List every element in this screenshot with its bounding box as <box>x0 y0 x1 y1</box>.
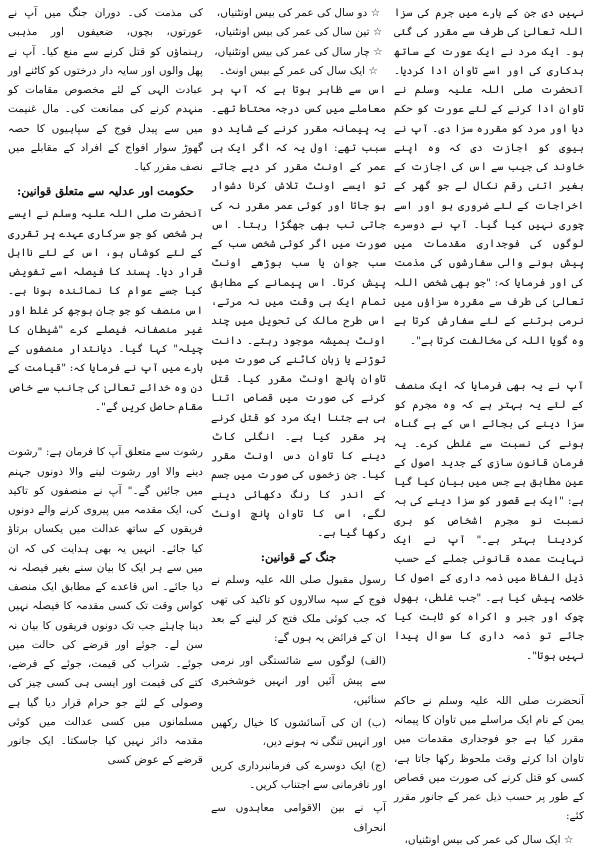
paragraph: کی مذمت کی۔ دوران جنگ میں آپ نے عورتوں، بچوں، ضعیفوں اور مذہبی رہنماؤں کو قتل کرنے سے منع کیا۔ آپ نے پھل والوں اور سایہ دار درختوں کو کاٹنے اور عبادت الہی کے لئے مخصوص مقامات کو منہدم کرنے کی ممانعت کی۔ مال غنیمت میں سے پیدل فوج کے سپاہیوں کا حصہ گھوڑ سوار افواج کے افراد کے مقابلے میں نصف مقرر کیا۔ <box>8 7 203 174</box>
verse-line: ☆ ایک سال کی عمر کے بیس اونٹ۔ <box>219 64 378 77</box>
paragraph: (ب) ان کی آسائشوں کا خیال رکھیں اور انہیں تنگی نہ ہونے دیں، <box>211 717 386 749</box>
paragraph: آنحضرت صلی اللہ علیہ وسلم نے حاکم یمن کے نام ایک مراسلے میں تاوان کا پیمانہ مقرر کیا ہے جو فوجداری مقدمات میں تاوان ادا کرتے وقت ملحوظ رکھا جاتا ہے، کسی کو قتل کرنے کی صورت میں قصاص کے طور پر حسب ذیل عمر کے جانور مقرر کئے: <box>394 694 584 823</box>
paragraph: رسول مقبول صلی اللہ علیہ وسلم نے فوج کے سپہ سالاروں کو تاکید کی تھی کہ جب کوئی ملک فتح کر لینے کے بعد ان کے فرائض یہ ہوں گے: <box>211 574 386 645</box>
left-column <box>8 4 203 767</box>
right-column <box>394 4 584 846</box>
paragraph: (ج) ایک دوسرے کی فرمانبرداری کریں اور نافرمانی سے اجتناب کریں۔ <box>211 759 386 792</box>
verse-line: ☆ تین سال کی عمر کی بیس اونٹنیاں، <box>214 26 383 39</box>
paragraph: آپ نے یہ بھی فرمایا کہ ایک منصف کے لئے یہ بہتر ہے کہ وہ مجرم کو سزا دینے کی بجائے اس کے بے گناہ ہونے کی نسبت سے غلطی کرے۔ یہ فرمان قانون سازی کے جدید اصول کے عین مطابق ہے جس میں بیان کیا گیا ہے: "ایک بے قصور کو سزا دینے کی بہ نسبت نو مجرم اشخاص کو بری کردینا بہتر ہے۔" آپ نے ایک نہایت عمدہ قانونی جملے کے حسب ذیل الفاظ میں ذمہ داری کے اصول کا خلاصہ پیش کیا ہے۔ "جب غلطی، بھول چوک اور جبر و اکراہ کو ثابت کیا جائے تو ذمہ داری کا سوال پیدا نہیں ہوتا"۔ <box>394 379 584 662</box>
verse-line: ☆ ایک سال کی عمر کی بیس اونٹنیاں، <box>404 833 574 846</box>
paragraph: آنحضرت صلی اللہ علیہ وسلم نے ایسے ہر شخص کو جو سرکاری عہدے پر تقرری کے لئے کوشاں ہو، اس کے لئے نااہل قرار دیا۔ پسند کا فیصلہ اسے تفویض کیا جسے عوام کا نمائندہ ہونا ہے۔ اس منصف کو جو جان بوجھ کر غلط اور غیر منصفانہ فیصلے کرے "شیطان کا چیلہ" کہا گیا۔ دیانتدار منصفوں کے بارے میں آپ نے فرمایا کہ: "قیامت کے دن وہ خدائے تعالیٰ کی جانب سے خاص مقام حاصل کریں گے"۔ <box>8 208 203 413</box>
paragraph: رشوت سے متعلق آپ کا فرمان ہے: "رشوت دینے والا اور رشوت لینے والا دونوں جہنم میں جائیں گے۔" آپ نے منصفوں کو تاکید کی، ایک مقدمہ میں پیروی کرنے والے دونوں فریقوں کے ساتھ عدالت میں یکساں برتاؤ کیا جائے۔ انہیں یہ بھی ہدایت کی کہ ان میں سے ہر ایک کا بیان سنے بغیر فیصلہ نہ دیا جائے۔ اس قاعدے کے مطابق ایک منصف کواس وقت تک کسی مقدمہ کا فیصلہ نہیں دینا چاہئے جب تک دونوں فریقوں کا بیان نہ سن لے۔ جوئے اور قرضے کی حالت میں جوئے۔ شراب کی قیمت، جوئے کے قرضے، کتے کی قیمت اور ایسی ہی کسی چیز کی وصولی کے لئے جو حرام قرار دیا گیا ہے مسلمانوں میں کسی عدالت میں کوئی مقدمہ دائر نہیں کیا جاسکتا۔ ایک جانور قرضے کے عوض کسی <box>8 446 203 767</box>
section-heading: جنگ کے قوانین: <box>260 550 337 565</box>
paragraph: (الف) لوگوں سے شائستگی اور نرمی سے پیش آئیں اور انہیں خوشخبری سنائیں، <box>211 655 386 706</box>
paragraph: آپ نے بین الاقوامی معاہدوں سے انحراف <box>211 802 386 834</box>
middle-column <box>211 4 386 834</box>
verse-line: ☆ چار سال کی عمر کی بیس اونٹنیاں، <box>214 45 383 58</box>
section-heading: حکومت اور عدلیہ سے متعلق قوانین: <box>16 184 195 199</box>
paragraph: اس سے ظاہر ہوتا ہے کہ آپ ہر معاملے میں کس درجہ محتاط تھے۔ یہ پیمانہ مقرر کرنے کے شاید دو سبب تھے: اول یہ کہ اگر ایک ہی عمر کے اونٹ مقرر کر دیے جاتے تو ایسے اونٹ تلاش کرنا دشوار ہو جاتا اور کوئی عمر مقرر نہ کی جاتی تب بھی جھگڑا رہتا۔ اس صورت میں اگر کوئی شخص سب کے سب جوان یا سب بوڑھے اونٹ پیش کرتا۔ اس پیمانے کے مطابق تمام ایک ہی وقت میں نہ مرتے، اس طرح مالک کی تحویل میں چند اونٹ ہمیشہ موجود رہتے۔ دانت توڑنے یا زبان کاٹنے کی صورت میں تاوان پانچ اونٹ مقرر کیا۔ قتل کرنے کی صورت میں قصاص اتنا ہی ہے جتنا ایک مرد کو قتل کرنے پر مقرر کیا ہے۔ انگلی کاٹ دینے کا تاوان دس اونٹ مقرر کیا۔ جن زخموں کی صورت میں جسم کے اندر کا رنگ دکھائی دینے لگے، اس کا تاوان پانچ اونٹ رکھا گیا ہے۔ <box>211 84 386 540</box>
verse-line: ☆ دو سال کی عمر کی بیس اونٹنیاں، <box>216 7 381 19</box>
paragraph: نہیں دی جن کے بارے میں جرم کی سزا اللہ تعالیٰ کی طرف سے مقرر کی گئی ہو۔ ایک مرد نے ایک عورت کے ساتھ بدکاری کی اور اسے تاوان ادا کردیا۔ آنحضرت صلی اللہ علیہ وسلم نے تاوان ادا کرنے کے لئے عورت کو حکم دیا اور مرد کو مقررہ سزا دی۔ آپ نے بیوی کو اجازت دی کہ وہ اپنے خاوند کی جیب سے اس کی اجازت کے بغیر اتنی رقم نکال لے جو گھر کے اخراجات کے لئے ضروری ہو اور اسے چوری نہیں کیا گیا۔ آپ نے دوسرے لوگوں کی فوجداری مقدمات میں پیش ہونے والی سفارشوں کی مذمت کی اور فرمایا کہ: "جو بھی شخص اللہ تعالیٰ کی طرف سے مقررہ سزاؤں میں نرمی برتنے کے لئے سفارش کرتا ہے وہ گویا اللہ کی مخالفت کرتا ہے"۔ <box>394 7 584 347</box>
